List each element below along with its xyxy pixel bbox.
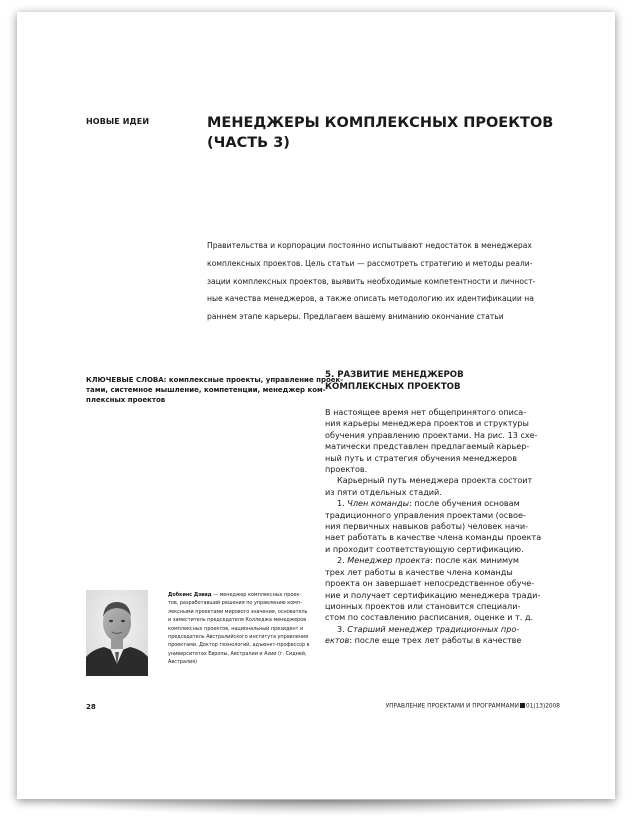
body-text-run: : после еще трех лет работы в качестве xyxy=(349,635,522,646)
author-portrait xyxy=(86,590,148,676)
author-bio-line: и заместитель председателя Колледжа менеджеров xyxy=(168,617,307,624)
page-number: 28 xyxy=(86,703,96,711)
author-bio-line: тов, разработавший решения по управлению комп- xyxy=(168,600,302,607)
body-line: из пяти отдельных стадий. xyxy=(325,486,442,497)
term-senior-manager-cont: ектов xyxy=(325,635,350,646)
body-line: и проходит соответствующую сертификацию. xyxy=(325,543,524,554)
term-senior-manager: Старший менеджер традиционных про- xyxy=(347,623,520,634)
abstract-line: раннем этапе карьеры. Предлагаем вашему вниманию окончание статьи xyxy=(207,312,504,322)
footer-journal xyxy=(370,703,560,710)
abstract-line: ные качества менеджеров, а также описать методологию их идентификации на xyxy=(207,294,534,304)
abstract-line: комплексных проектов. Цель статьи — рассмотреть стратегию и методы реали- xyxy=(207,258,533,268)
term-project-manager: Менеджер проекта xyxy=(347,555,431,566)
article-title xyxy=(207,113,567,153)
list-number: 3. xyxy=(337,623,348,634)
title-line-1: МЕНЕДЖЕРЫ КОМПЛЕКСНЫХ ПРОЕКТОВ xyxy=(207,115,554,131)
body-line xyxy=(325,555,557,566)
author-bio xyxy=(168,591,308,667)
author-bio-line xyxy=(168,591,308,599)
body-line: обучения управлению проектами. На рис. 13 схе- xyxy=(325,429,538,440)
author-bio-line: университетах Европы, Австралии и Азии (г. Сидней, xyxy=(168,650,307,657)
author-bio-line: комплексных проектов, национальный президент и xyxy=(168,625,304,632)
article-abstract xyxy=(207,237,552,326)
keywords-line: тами, системное мышление, компетенции, менеджер ком- xyxy=(86,386,326,394)
body-line: ный путь и стратегия обучения менеджеров xyxy=(325,452,517,463)
keywords-line: КЛЮЧЕВЫЕ СЛОВА: комплексные проекты, управление проек- xyxy=(86,376,344,384)
journal-issue: 01(13)2008 xyxy=(525,703,560,710)
list-number: 1. xyxy=(337,498,348,509)
journal-name: УПРАВЛЕНИЕ ПРОЕКТАМИ И ПРОГРАММАМИ xyxy=(385,703,519,710)
body-line: Карьерный путь менеджера проекта состоит xyxy=(337,475,533,486)
author-bio-text: — менеджер комплексных проек- xyxy=(211,592,302,598)
body-line: ние и получает сертификацию менеджера тради- xyxy=(325,589,541,600)
title-line-2: (ЧАСТЬ 3) xyxy=(207,135,290,151)
author-bio-line: проектами. Доктор технологий, адъюнкт-профессор в xyxy=(168,642,310,649)
list-number: 2. xyxy=(337,555,348,566)
body-text-run: : после как минимум xyxy=(430,555,519,566)
body-line: В настоящее время нет общепринятого описа- xyxy=(325,407,527,417)
author-name: Добкинс Дэвид xyxy=(168,592,212,598)
body-line: традиционного управления проектами (освое- xyxy=(325,509,526,520)
body-text-run: : после обучения основам xyxy=(409,498,520,509)
body-line: ния карьеры менеджера проектов и структуры xyxy=(325,418,529,429)
keywords xyxy=(86,375,344,405)
author-bio-line: председатель Австралийского института управления xyxy=(168,634,309,641)
body-line: ционных проектов или становится специали- xyxy=(325,600,521,611)
body-line: проектов. xyxy=(325,464,368,475)
article-body xyxy=(325,407,557,647)
author-bio-line: лексными проектами мирового значения, основатель xyxy=(168,608,308,615)
section-heading-line-1: 5. РАЗВИТИЕ МЕНЕДЖЕРОВ xyxy=(325,370,464,380)
page-shadow xyxy=(40,800,595,816)
body-line xyxy=(325,635,557,646)
abstract-line: зации комплексных проектов, выявить необходимые компетентности и личност- xyxy=(207,276,536,286)
section-heading xyxy=(325,370,555,393)
body-line: проекта он завершает непосредственное обуче- xyxy=(325,578,535,589)
body-line xyxy=(325,624,557,635)
body-line: ния первичных навыков работы) человек начи- xyxy=(325,521,529,532)
square-bullet-icon xyxy=(520,703,525,708)
body-line: нает работать в качестве члена команды проекта xyxy=(325,532,542,543)
author-bio-line: Австралия) xyxy=(168,659,198,666)
body-line: трех лет работы в качестве члена команды xyxy=(325,566,513,577)
body-line xyxy=(325,498,557,509)
section-label: НОВЫЕ ИДЕИ xyxy=(86,117,150,126)
section-heading-line-2: КОМПЛЕКСНЫХ ПРОЕКТОВ xyxy=(325,381,461,392)
body-line: матически представлен предлагаемый карьер- xyxy=(325,441,530,452)
term-team-member: Член команды xyxy=(347,498,410,509)
author-photo xyxy=(86,590,148,676)
abstract-line: Правительства и корпорации постоянно испытывают недостаток в менеджерах xyxy=(207,241,532,250)
keywords-line: плексных проектов xyxy=(86,396,166,404)
body-line: стом по составлению расписания, оценке и т. д. xyxy=(325,612,534,623)
